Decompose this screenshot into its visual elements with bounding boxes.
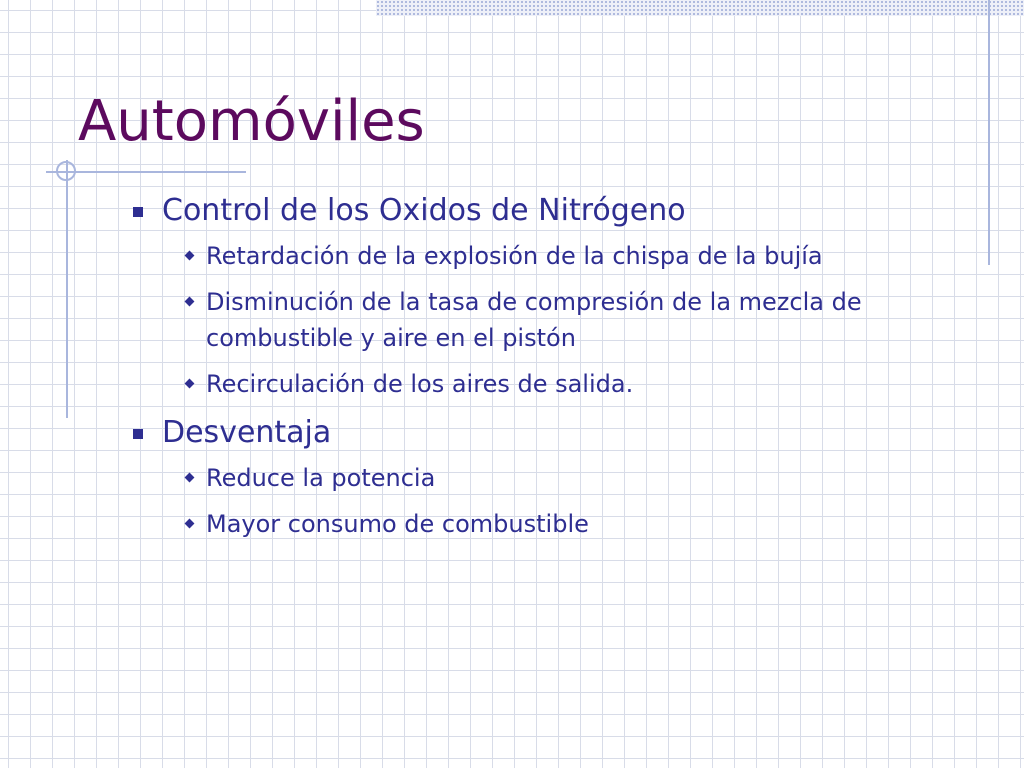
slide-title: Automóviles [78, 89, 425, 154]
square-bullet-icon [133, 207, 143, 217]
diamond-bullet-icon [185, 297, 195, 307]
top-pattern-band [376, 0, 1024, 16]
bullet-level2 [130, 284, 910, 356]
list-item: Recirculación de los aires de salida. [206, 370, 634, 398]
title-underline-decoration [46, 171, 246, 173]
section-nox-control [130, 190, 910, 402]
square-bullet-icon [133, 429, 143, 439]
bullet-level2 [130, 506, 910, 542]
diamond-bullet-icon [185, 379, 195, 389]
section-heading: Control de los Oxidos de Nitrógeno [162, 193, 686, 228]
slide-body [130, 190, 910, 552]
bullet-level2 [130, 366, 910, 402]
bullet-level2 [130, 238, 910, 274]
list-item: Retardación de la explosión de la chispa de la bujía [206, 242, 823, 270]
section-heading: Desventaja [162, 415, 332, 450]
diamond-bullet-icon [185, 251, 195, 261]
section-disadvantage [130, 412, 910, 542]
bullet-level1 [130, 190, 910, 232]
bullet-level1 [130, 412, 910, 454]
diamond-bullet-icon [185, 519, 195, 529]
right-decorative-line [988, 0, 990, 265]
ring-decoration [56, 161, 76, 181]
left-decorative-line [66, 160, 68, 418]
bullet-level2 [130, 460, 910, 496]
list-item: Mayor consumo de combustible [206, 510, 589, 538]
diamond-bullet-icon [185, 473, 195, 483]
list-item: Disminución de la tasa de compresión de la mezcla de combustible y aire en el pistón [206, 288, 862, 352]
list-item: Reduce la potencia [206, 464, 436, 492]
